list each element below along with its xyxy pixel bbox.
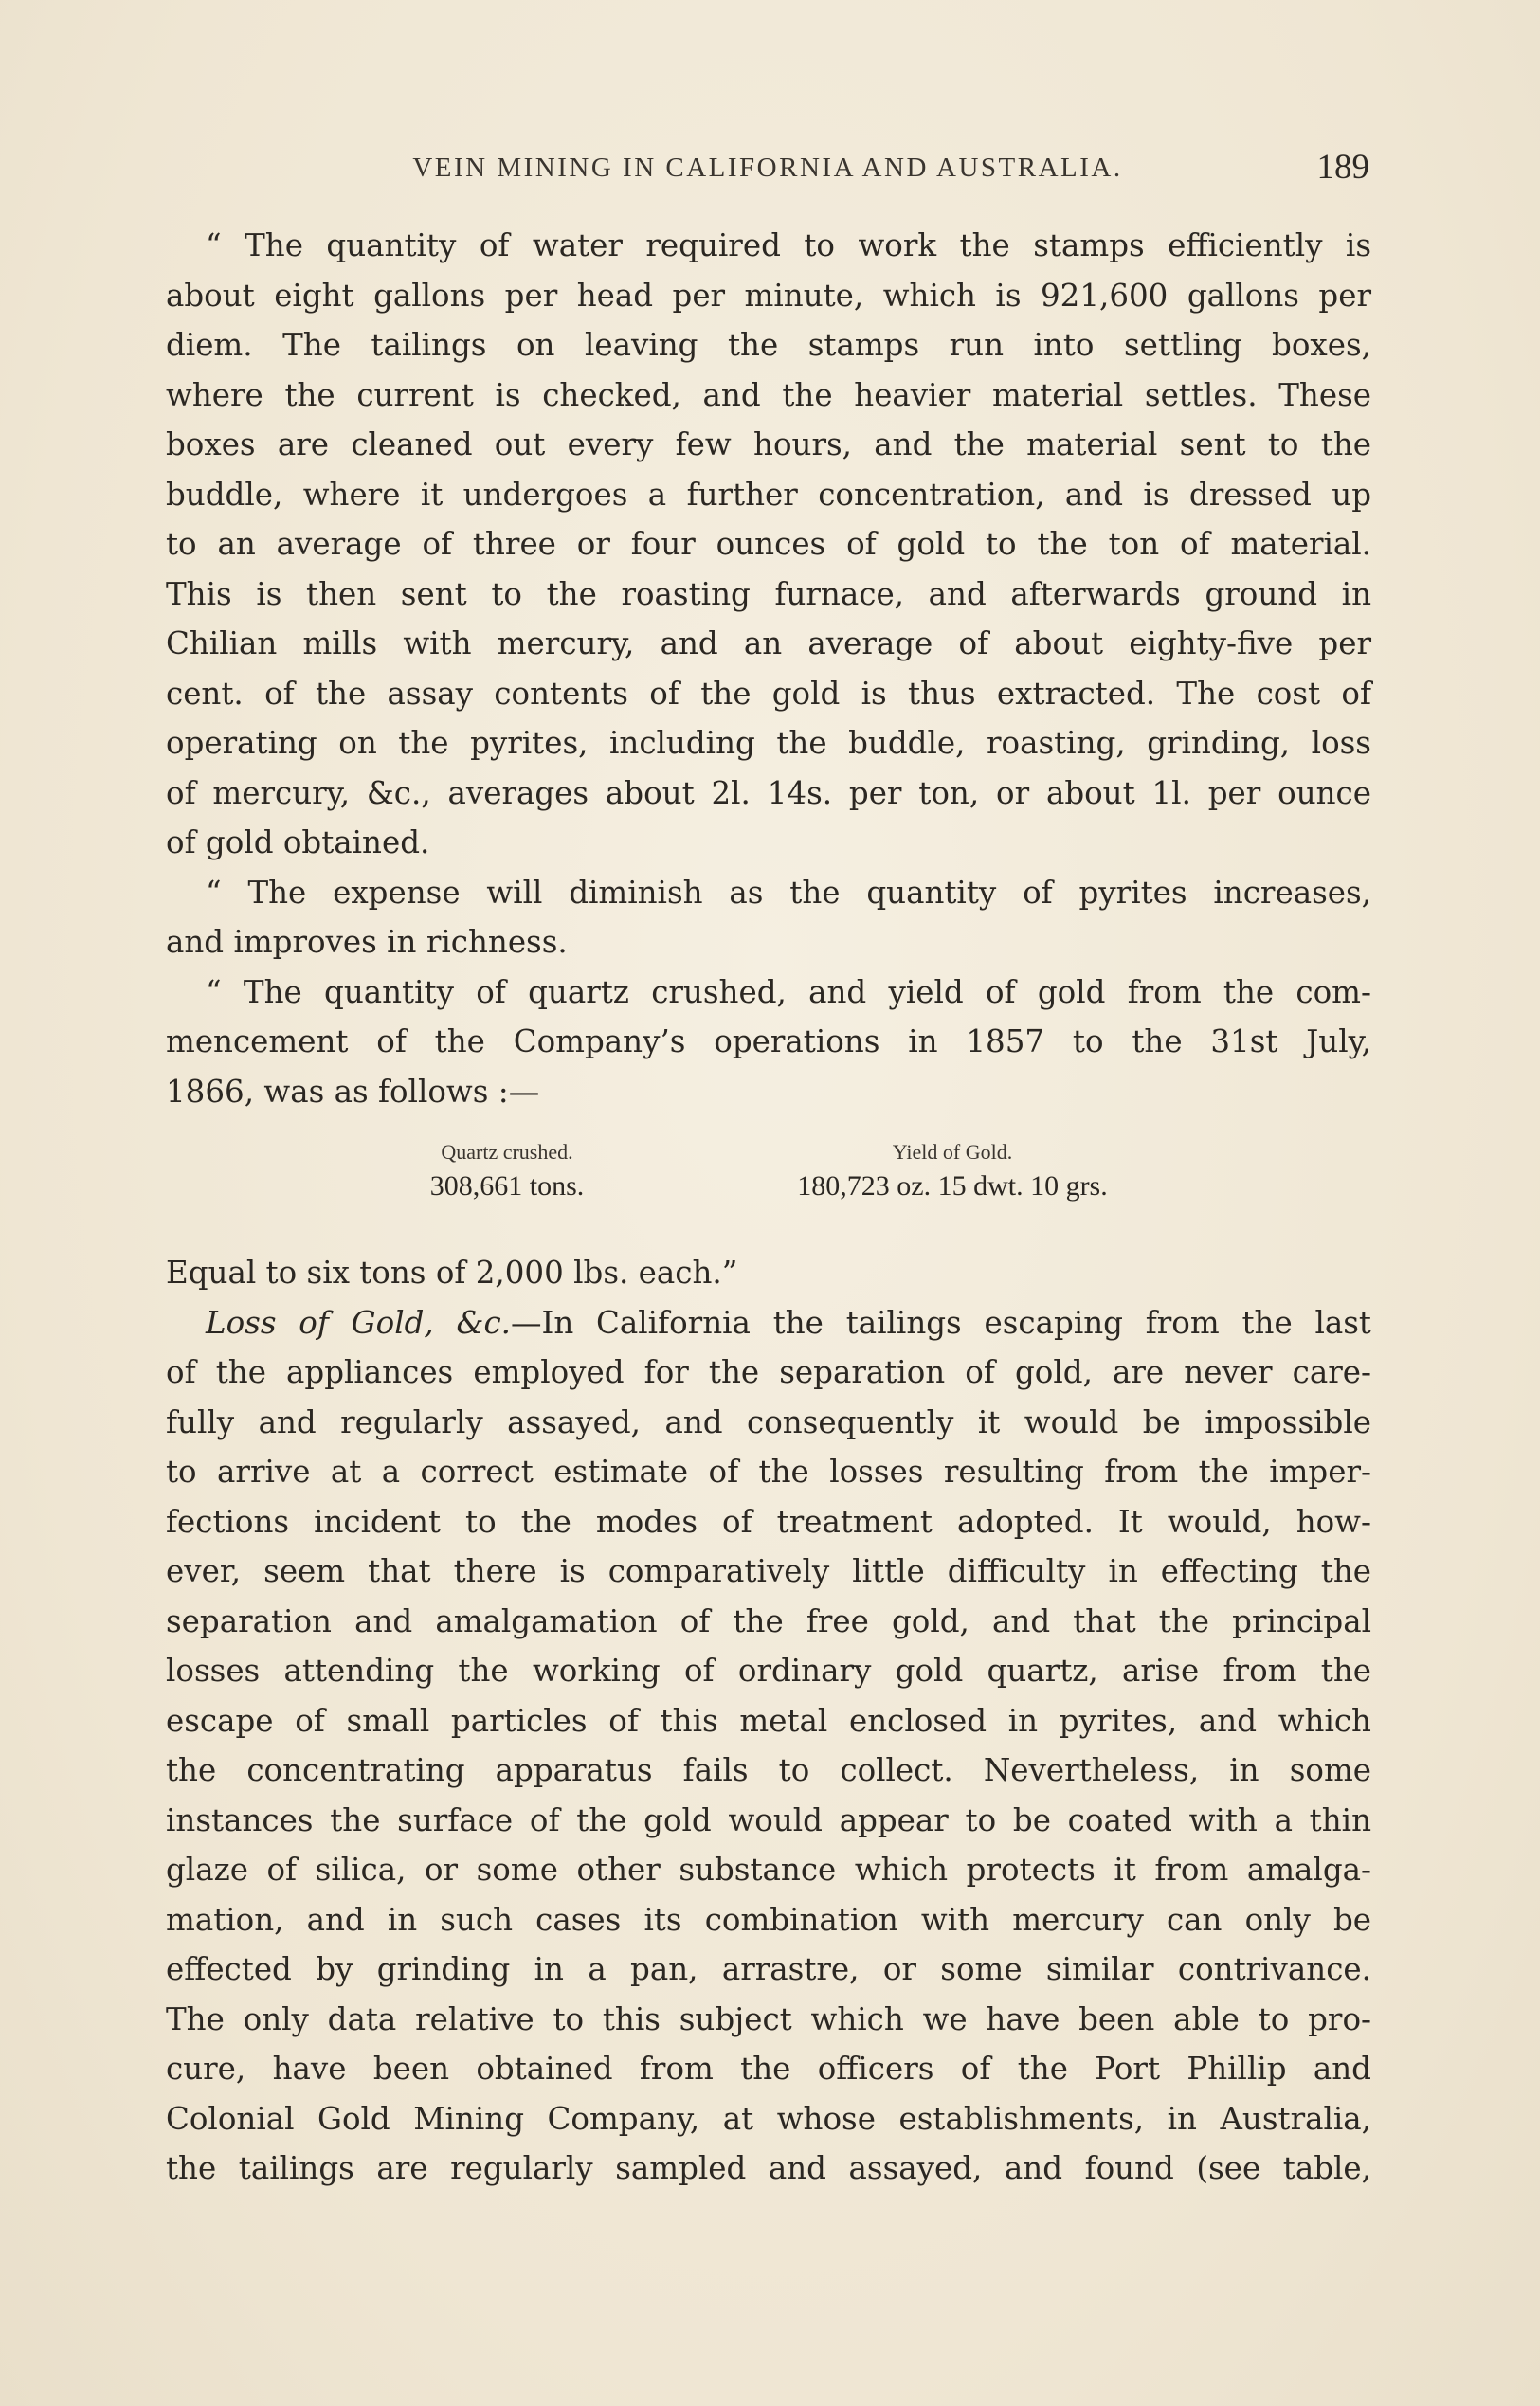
- text-line: of gold obtained.: [166, 824, 430, 860]
- quartz-header: Quartz crushed.: [441, 1140, 573, 1164]
- text-line: effected by grinding in a pan, arrastre, or some similar contrivance.: [166, 1951, 1371, 1987]
- text-line: fully and regularly assayed, and consequently it would be impossible: [166, 1403, 1371, 1440]
- running-title: VEIN MINING IN CALIFORNIA AND AUSTRALIA.: [412, 153, 1123, 183]
- text-line: Equal to six tons of 2,000 lbs. each.”: [166, 1255, 738, 1291]
- text-line: glaze of silica, or some other substance which protects it from amalga-: [166, 1852, 1371, 1888]
- page-number: 189: [1316, 148, 1369, 187]
- gold-yield-column: [734, 1137, 1170, 1205]
- text-line: about eight gallons per head per minute, which is 921,600 gallons per: [166, 277, 1371, 314]
- text-line: the concentrating apparatus fails to collect. Nevertheless, in some: [166, 1752, 1371, 1788]
- text-line: boxes are cleaned out every few hours, and the material sent to the: [166, 426, 1371, 462]
- gold-yield-value: 180,723 oz. 15 dwt. 10 grs.: [797, 1170, 1108, 1202]
- yield-table: [166, 1137, 1369, 1222]
- text-line: losses attending the working of ordinary gold quartz, arise from the: [166, 1653, 1371, 1689]
- text-line: escape of small particles of this metal enclosed in pyrites, and which: [166, 1702, 1371, 1739]
- text-line: mencement of the Company’s operations in 1857 to the 31st July,: [166, 1023, 1371, 1059]
- section-heading-line: [166, 1298, 1371, 1348]
- section-heading: Loss of Gold, &c.: [206, 1304, 511, 1341]
- text-line: ever, seem that there is comparatively little difficulty in effecting the: [166, 1553, 1371, 1589]
- paragraph-block-lower: [166, 1248, 1371, 2194]
- text-line: instances the surface of the gold would appear to be coated with a thin: [166, 1801, 1371, 1838]
- text-line: and improves in richness.: [166, 924, 568, 960]
- text-line: cent. of the assay contents of the gold is thus extracted. The cost of: [166, 675, 1371, 712]
- text-line: the tailings are regularly sampled and assayed, and found (see table,: [166, 2150, 1371, 2186]
- text-line: separation and amalgamation of the free gold, and that the principal: [166, 1602, 1371, 1639]
- text-line: The only data relative to this subject which we have been able to pro-: [166, 2000, 1371, 2037]
- text-line: Colonial Gold Mining Company, at whose establishments, in Australia,: [166, 2100, 1371, 2137]
- quartz-value: 308,661 tons.: [429, 1170, 585, 1202]
- running-head: [166, 147, 1369, 189]
- text-line: where the current is checked, and the heavier material settles. These: [166, 376, 1371, 413]
- gold-yield-header: Yield of Gold.: [892, 1140, 1013, 1164]
- paragraph-block-upper: [166, 221, 1371, 1116]
- text-line: “ The expense will diminish as the quantity of pyrites increases,: [206, 874, 1371, 911]
- text-line: Chilian mills with mercury, and an average of about eighty-five per: [166, 625, 1371, 661]
- text-run: —In California the tailings escaping from the last: [510, 1304, 1371, 1341]
- text-line: This is then sent to the roasting furnace, and afterwards ground in: [166, 575, 1371, 612]
- text-line: to arrive at a correct estimate of the losses resulting from the imper-: [166, 1454, 1371, 1490]
- text-line: cure, have been obtained from the officers of the Port Phillip and: [166, 2051, 1371, 2087]
- text-line: mation, and in such cases its combination with mercury can only be: [166, 1901, 1371, 1938]
- text-line: buddle, where it undergoes a further concentration, and is dressed up: [166, 476, 1371, 513]
- text-line: 1866, was as follows :—: [166, 1073, 540, 1110]
- quartz-column: [351, 1137, 663, 1205]
- text-line: to an average of three or four ounces of gold to the ton of material.: [166, 526, 1371, 562]
- text-line: operating on the pyrites, including the buddle, roasting, grinding, loss: [166, 725, 1371, 761]
- text-line: diem. The tailings on leaving the stamps run into settling boxes,: [166, 327, 1371, 363]
- text-line: “ The quantity of quartz crushed, and yield of gold from the com-: [206, 973, 1371, 1010]
- text-line: of mercury, &c., averages about 2l. 14s. per ton, or about 1l. per ounce: [166, 774, 1371, 811]
- text-line: fections incident to the modes of treatment adopted. It would, how-: [166, 1503, 1371, 1540]
- text-line: “ The quantity of water required to work the stamps efficiently is: [206, 227, 1371, 263]
- text-line: of the appliances employed for the separation of gold, are never care-: [166, 1354, 1371, 1390]
